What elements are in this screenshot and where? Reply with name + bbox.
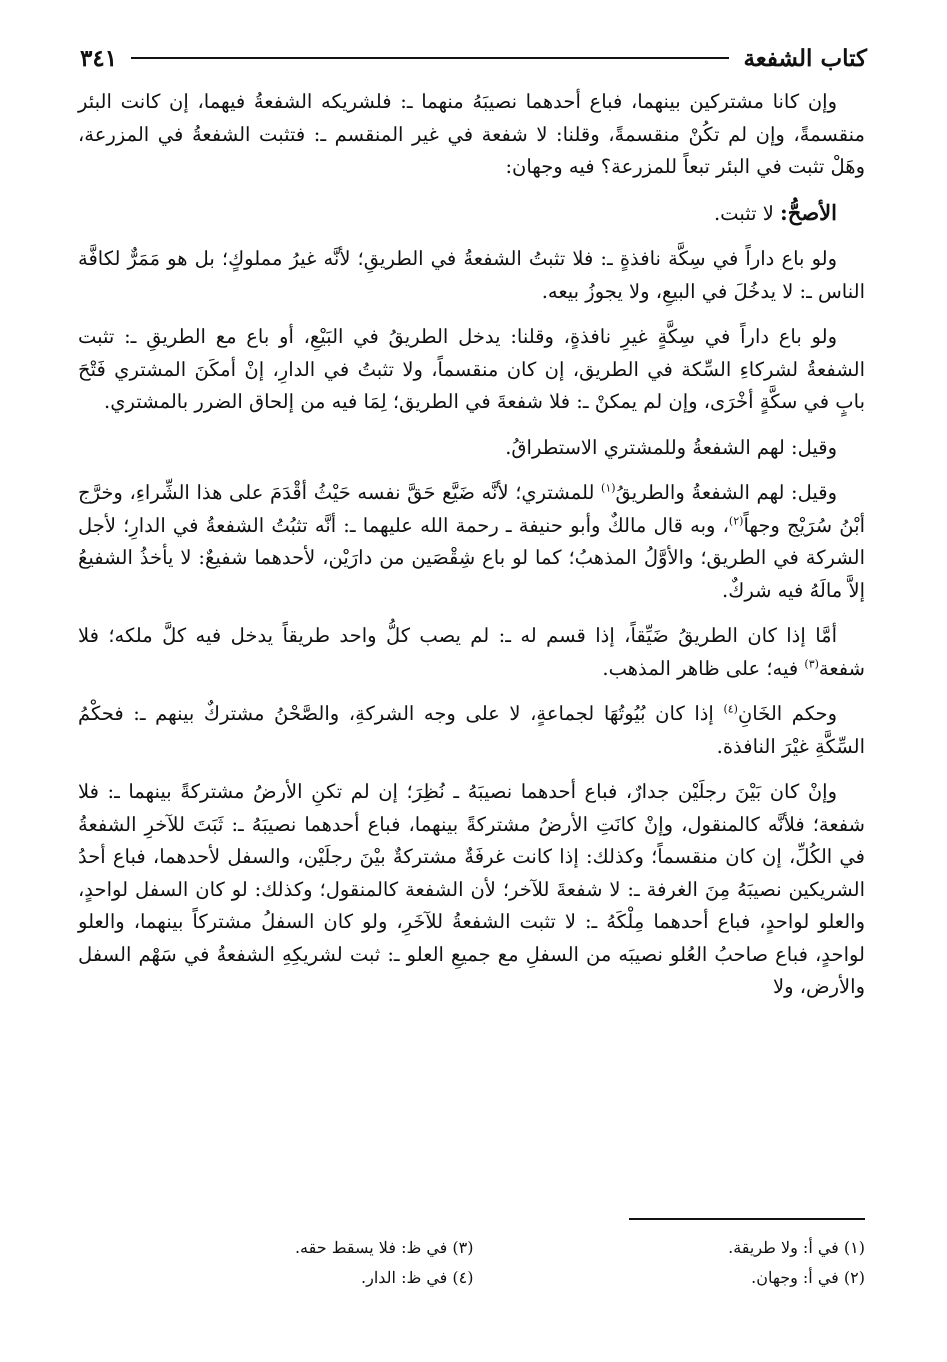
footnote-marker[interactable]: (٣) (804, 657, 819, 670)
paragraph-text: للمشتري؛ لأنَّه ضَيَّع حَقَّ نفسه حَيْثُ أقْدَمَ على هذا الشِّراءِ، وخرَّج أبْنُ سُرَيْج وجهاً (78, 481, 865, 537)
footnote-marker[interactable]: (٤) (723, 702, 738, 716)
footnote: (٤) في ظ: الدار. (361, 1268, 474, 1287)
paragraph (78, 620, 865, 685)
paragraph-lead: الأصحُّ: (780, 199, 837, 225)
footnote: (٢) في أ: وجهان. (751, 1268, 865, 1287)
paragraph-text: إذا كان بُيُوتُهَا لجماعةٍ، لا على وجه الشركةِ، والصَّحْنُ مشتركٌ بينهم ـ: فحكْمُ السِّكَّةِ غيْرَ النافذة. (78, 702, 865, 758)
paragraph: وقيل: لهم الشفعةُ وللمشتري الاستطراقُ. (505, 435, 837, 459)
paragraph (78, 197, 865, 231)
paragraph (78, 698, 865, 763)
header-rule (131, 57, 729, 59)
footnote-marker[interactable]: (٢) (728, 514, 744, 527)
main-text (78, 86, 865, 1017)
paragraph-text: ، وبه قال مالكٌ وأبو حنيفة ـ رحمة الله عليهما ـ: أنَّه تثبُتُ الشفعةُ في الدارِ؛ لأجل الشركة في الطريق؛ والأوَّلُ المذهبُ؛ كما لو باع شِقْصَين من دارَيْن، لأحدهما شفيعٌ: لا يأخذُ الشفيعُ إلاَّ مالَهُ فيه شركٌ. (78, 513, 865, 602)
footnote-column (474, 1233, 866, 1297)
footnote-rule (629, 1218, 865, 1220)
footnotes (82, 1233, 865, 1297)
paragraph-text: أمَّا إذا كان الطريقُ ضَيِّقاً، إذا قسم له ـ: لم يصب كلُّ واحد طريقاً يدخل فيه كلَّ ملكه؛ فلا شفعة (78, 624, 865, 680)
footnote: (١) في أ: ولا طريقة. (728, 1238, 865, 1257)
paragraph: وإن كانا مشتركين بينهما، فباع أحدهما نصيبَهُ منهما ـ: فلشريكه الشفعةُ فيهما، إن كانت البئر منقسمةً، وإن لم تكُنْ منقسمةً، وقلنا: لا شفعة في غير المنقسم ـ: فتثبت الشفعةُ في المزرعة، وهَلْ تثبت في البئر تبعاً للمزرعة؟ فيه وجهان: (78, 90, 865, 178)
paragraph: ولو باع داراً في سِكَّةٍ غيرِ نافذةٍ، وقلنا: يدخل الطريقُ في البَيْعِ، أو باع مع الطريقِ ـ: تثبت الشفعةُ لشركاءِ السِّكة في الطريق، إن كان منقسماً، ولا تثبتُ في الدارِ، إنْ أمكَنَ المشتري فَتْحَ بابٍ في سكَّةٍ أخْرَى، وإن لم يمكنْ ـ: فلا شفعةَ في الطريق؛ لِمَا فيه من إلحاق الضرر بالمشتري. (78, 325, 865, 413)
paragraph-text: فيه؛ على ظاهر المذهب. (602, 656, 805, 680)
paragraph (78, 477, 865, 607)
paragraph-text: وحكم الخَانِ (737, 702, 837, 725)
paragraph-text: لا تثبت. (713, 201, 781, 225)
footnote: (٣) في ظ: فلا يسقط حقه. (294, 1238, 474, 1257)
page-number: ٣٤١ (80, 44, 118, 72)
paragraph: وإنْ كان بَيْنَ رجلَيْن جدارٌ، فباع أحدهما نصيبَهُ ـ نُظِرَ؛ إن لم تكنِ الأرضُ مشتركةً بينهما ـ: فلا شفعة؛ فلأنَّه كالمنقول، وإنْ كانَتِ الأرضُ مشتركةً بينهما، فباع أحدهما نصيبَهُ ـ: ثَبَتَ للآخرِ الشفعةُ في الكُلِّ، إن كان منقسماً؛ وكذلك: إذا كانت غرفَةٌ مشتركةٌ بيْنَ رجلَيْن، والسفل لأحدهما، فباع أحدُ الشريكين نصيبَهُ مِنَ الغرفة ـ: لا شفعةَ للآخر؛ لأن الشفعة كالمنقول؛ وكذلك: لو كان السفل لواحدٍ، والعلو لواحدٍ، فباع أحدهما مِلْكَهُ ـ: لا تثبت الشفعةُ للآخَرِ، ولو كان السفلُ مشتركاً بينهما، والعلو لواحدٍ، فباع صاحبُ العُلو نصيبَه من السفلِ مع جميعِ العلو ـ: ثبت لشريكِهِ الشفعةُ في سَهْم السفل والأرض، ولا (78, 780, 865, 998)
footnote-column (82, 1233, 474, 1297)
footnote-marker[interactable]: (١) (601, 481, 616, 495)
page-header (80, 38, 867, 78)
paragraph: ولو باع داراً في سِكَّة نافذةٍ ـ: فلا تثبتُ الشفعةُ في الطريقِ؛ لأنَّه غيرُ مملوكٍ؛ بل هو مَمَرٌّ لكافَّة الناس ـ: لا يدخُلَ في البيعِ، ولا يجوزُ بيعه. (78, 247, 865, 303)
paragraph-text: وقيل: لهم الشفعةُ والطريقُ (615, 481, 837, 504)
running-title: كتاب الشفعة (743, 44, 867, 72)
